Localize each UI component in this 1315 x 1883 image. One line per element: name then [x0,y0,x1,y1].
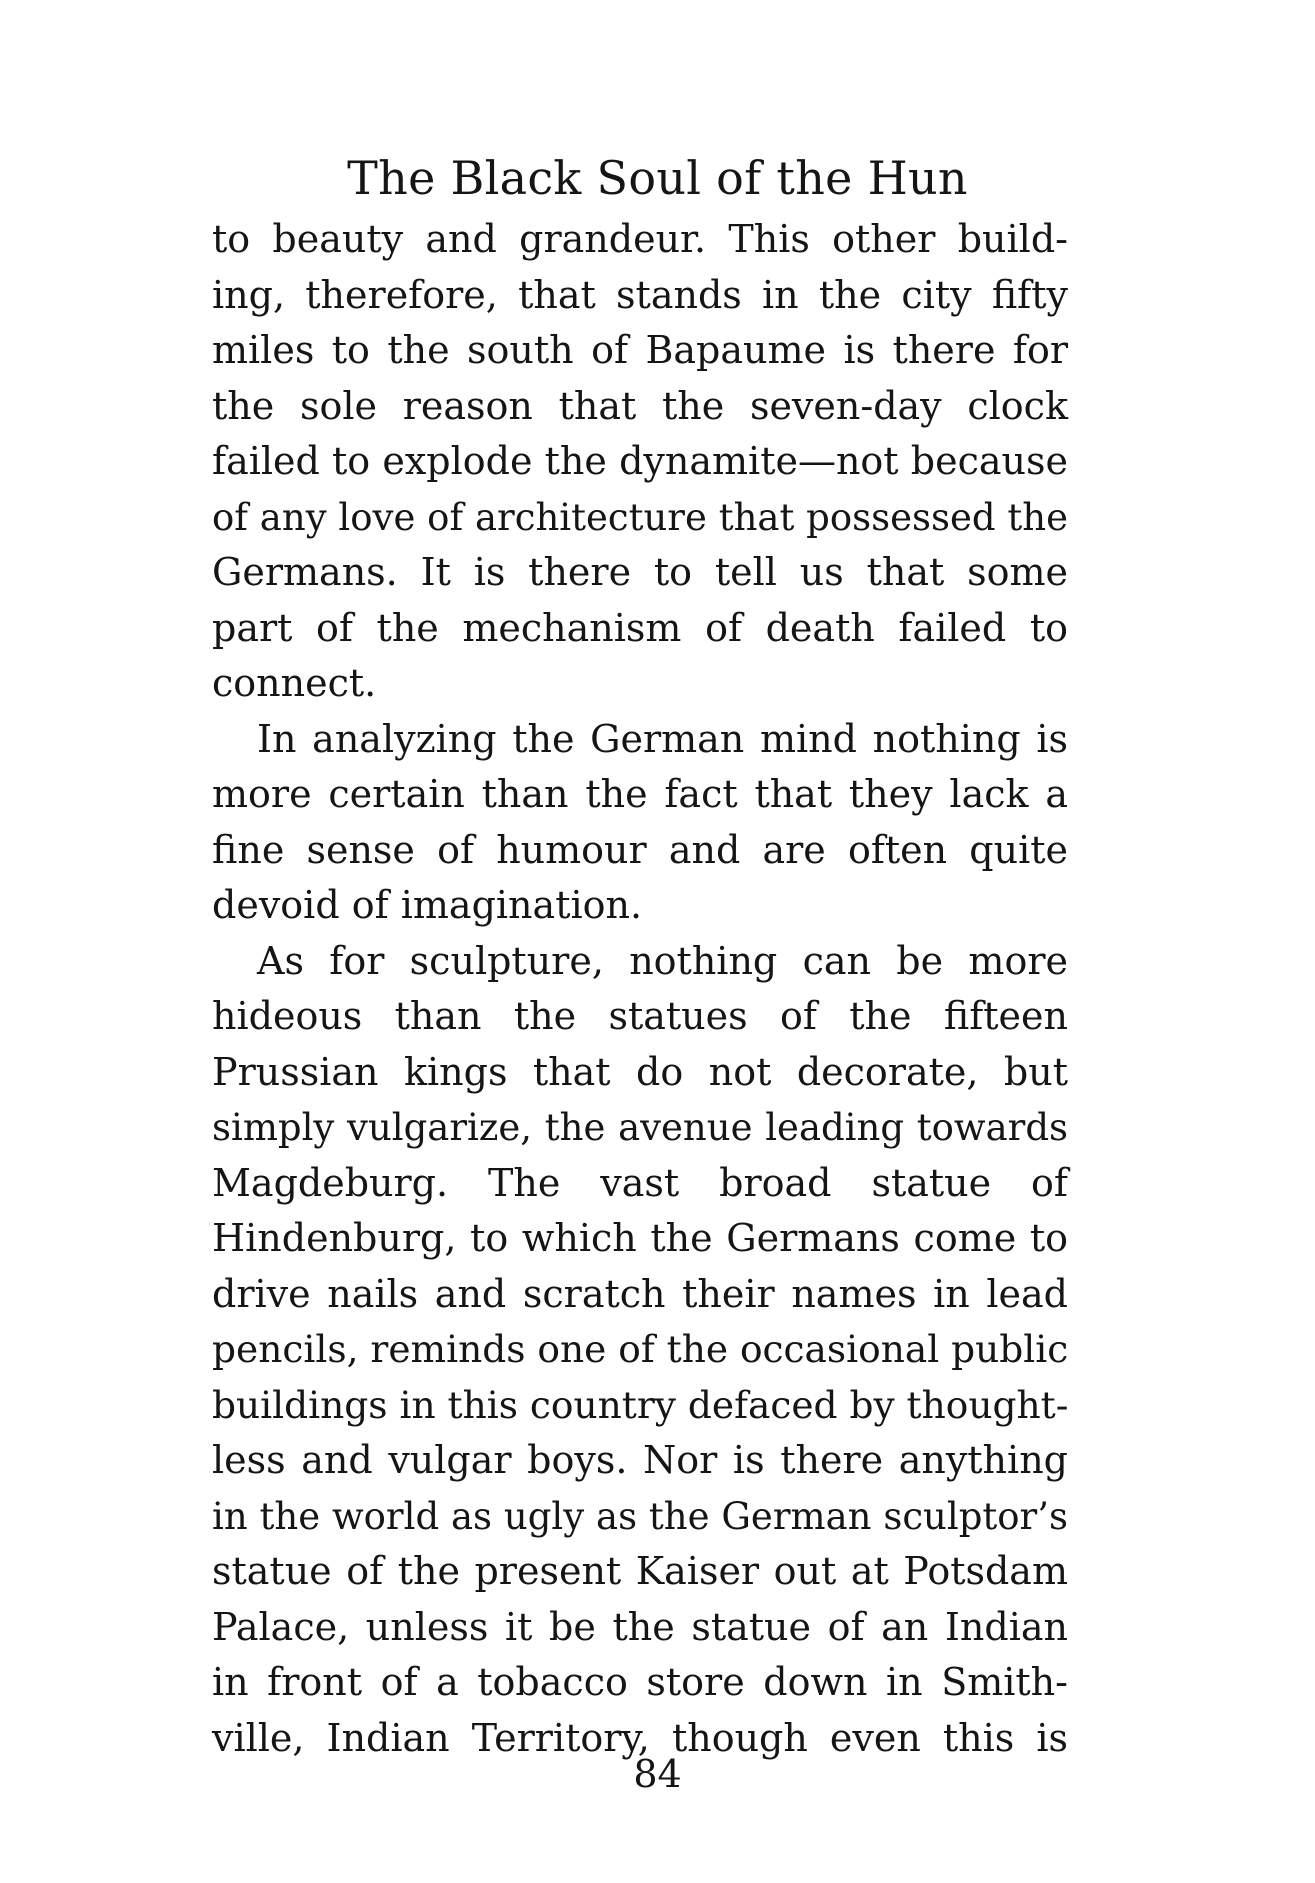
text-line: more certain than the fact that they lack a [212,772,1068,816]
running-title: The Black Soul of the Hun [347,151,968,205]
text-line: in front of a tobacco store down in Smith- [212,1660,1068,1704]
text-line: Magdeburg. The vast broad statue of [212,1160,1068,1205]
text-line: Hindenburg, to which the Germans come to [212,1216,1068,1260]
page-number: 84 [633,1752,682,1796]
text-line: connect. [212,661,377,705]
body-text [212,212,1068,1766]
text-line: part of the mechanism of death failed to [212,605,1068,650]
text-line: devoid of imagination. [212,883,643,927]
text-line: ville, Indian Territory, though even this is [212,1715,1068,1760]
text-line: ing, therefore, that stands in the city fifty [212,272,1068,317]
text-line: in the world as ugly as the German sculptor’s [212,1494,1068,1538]
text-line: hideous than the statues of the fifteen [212,994,1068,1038]
text-line: pencils, reminds one of the occasional public [212,1327,1069,1371]
text-line: In analyzing the German mind nothing is [257,716,1068,761]
text-line: miles to the south of Bapaume is there for [212,328,1068,372]
text-line: Germans. It is there to tell us that some [212,550,1068,594]
text-line: simply vulgarize, the avenue leading towards [212,1106,1068,1149]
text-line: less and vulgar boys. Nor is there anything [212,1438,1068,1482]
text-line: the sole reason that the seven-day clock [212,383,1068,428]
text-line: failed to explode the dynamite—not because [212,439,1068,483]
text-line: Prussian kings that do not decorate, but [212,1049,1068,1094]
text-line: of any love of architecture that possessed the [212,495,1068,539]
text-line: As for sculpture, nothing can be more [257,938,1068,983]
text-line: Palace, unless it be the statue of an Indian [212,1604,1068,1649]
text-line: drive nails and scratch their names in lead [212,1271,1068,1316]
text-line: buildings in this country defaced by thought- [212,1382,1069,1427]
text-line: to beauty and grandeur. This other build- [212,217,1068,261]
text-line: fine sense of humour and are often quite [212,827,1068,872]
text-line: statue of the present Kaiser out at Potsdam [212,1549,1068,1593]
